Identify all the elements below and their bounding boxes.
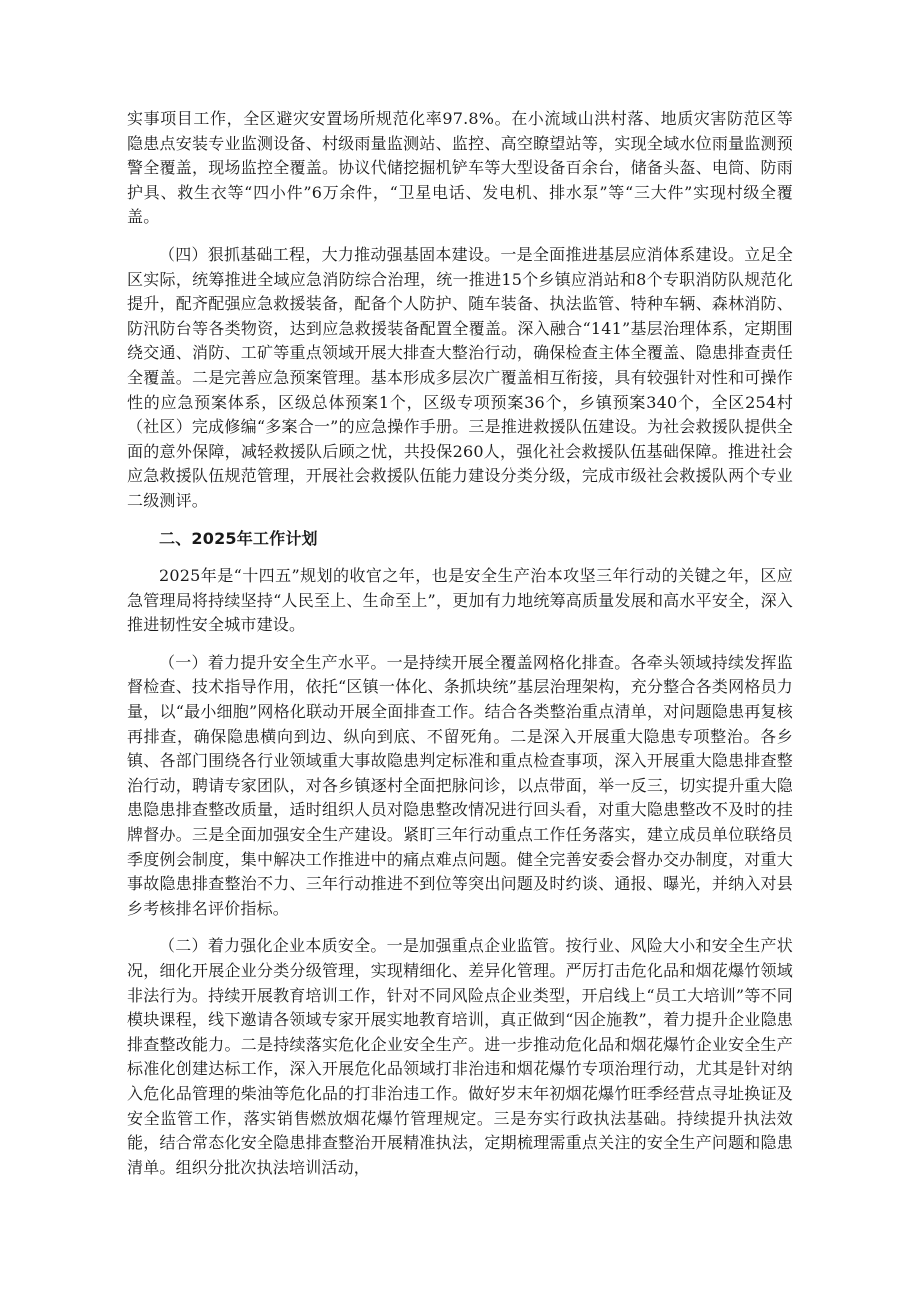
section-heading-2025-plan: 二、2025年工作计划 <box>159 528 318 548</box>
paragraph-plan-one: （一）着力提升安全生产水平。一是持续开展全覆盖网格化排查。各牵头领域持续发挥监督检查、技术指导作用，依托“区镇一体化、条抓块统”基层治理架构，充分整合各类网格员力量，以“最小细胞”网格化联动开展全面排查工作。结合各类整治重点清单，对问题隐患再复核再排查，确保隐患横向到边、纵向到底、不留死角。二是深入开展重大隐患专项整治。各乡镇、各部门围绕各行业领域重大事故隐患判定标准和重点检查事项，深入开展重大隐患排查整治行动，聘请专家团队，对各乡镇逐村全面把脉问诊，以点带面，举一反三，切实提升重大隐患隐患排查整改质量，适时组织人员对隐患整改情况进行回头看，对重大隐患整改不及时的挂牌督办。三是全面加强安全生产建设。紧盯三年行动重点工作任务落实，建立成员单位联络员季度例会制度，集中解决工作推进中的痛点难点问题。健全完善安委会督办交办制度，对重大事故隐患排查整治不力、三年行动推进不到位等突出问题及时约谈、通报、曝光，并纳入对县乡考核排名评价指标。 <box>127 652 793 918</box>
document-body <box>127 107 793 1193</box>
paragraph-continuation: 实事项目工作，全区避灾安置场所规范化率97.8%。在小流域山洪村落、地质灾害防范区等隐患点安装专业监测设备、村级雨量监测站、监控、高空瞭望站等，实现全域水位雨量监测预警全覆盖，现场监控全覆盖。协议代储挖掘机铲车等大型设备百余台，储备头盔、电筒、防雨护具、救生衣等“四小件”6万余件，“卫星电话、发电机、排水泵”等“三大件”实现村级全覆盖。 <box>127 109 793 227</box>
paragraph-plan-two: （二）着力强化企业本质安全。一是加强重点企业监管。按行业、风险大小和安全生产状况，细化开展企业分类分级管理，实现精细化、差异化管理。严厉打击危化品和烟花爆竹领域非法行为。持续开展教育培训工作，针对不同风险点企业类型，开启线上“员工大培训”等不同模块课程，线下邀请各领域专家开展实地教育培训，真正做到“因企施教”，着力提升企业隐患排查整改能力。二是持续落实危化企业安全生产。进一步推动危化品和烟花爆竹企业安全生产标准化创建达标工作，深入开展危化品领域打非治违和烟花爆竹专项治理行动，尤其是针对纳入危化品管理的柴油等危化品的打非治违工作。做好岁末年初烟花爆竹旺季经营点寻址换证及安全监管工作，落实销售燃放烟花爆竹管理规定。三是夯实行政执法基础。持续提升执法效能，结合常态化安全隐患排查整治开展精准执法，定期梳理需重点关注的安全生产问题和隐患清单。组织分批次执法培训活动， <box>127 936 793 1177</box>
paragraph-section-four: （四）狠抓基础工程，大力推动强基固本建设。一是全面推进基层应消体系建设。立足全区实际，统筹推进全域应急消防综合治理，统一推进15个乡镇应消站和8个专职消防队规范化提升，配齐配强应急救援装备，配备个人防护、随车装备、执法监管、特种车辆、森林消防、防汛防台等各类物资，达到应急救援装备配置全覆盖。深入融合“141”基层治理体系，定期围绕交通、消防、工矿等重点领域开展大排查大整治行动，确保检查主体全覆盖、隐患排查责任全覆盖。二是完善应急预案管理。基本形成多层次广覆盖相互衔接，具有较强针对性和可操作性的应急预案体系，区级总体预案1个，区级专项预案36个，乡镇预案340个，全区254村（社区）完成修编“多案合一”的应急操作手册。三是推进救援队伍建设。为社会救援队提供全面的意外保障，减轻救援队后顾之忧，共投保260人，强化社会救援队伍基础保障。推进社会应急救援队伍规范管理，开展社会救援队伍能力建设分类分级，完成市级社会救援队两个专业二级测评。 <box>127 244 793 510</box>
paragraph-2025-intro: 2025年是“十四五”规划的收官之年，也是安全生产治本攻坚三年行动的关键之年，区应急管理局将持续坚持“人民至上、生命至上”，更加有力地统筹高质量发展和高水平安全，深入推进韧性安全城市建设。 <box>127 566 793 635</box>
